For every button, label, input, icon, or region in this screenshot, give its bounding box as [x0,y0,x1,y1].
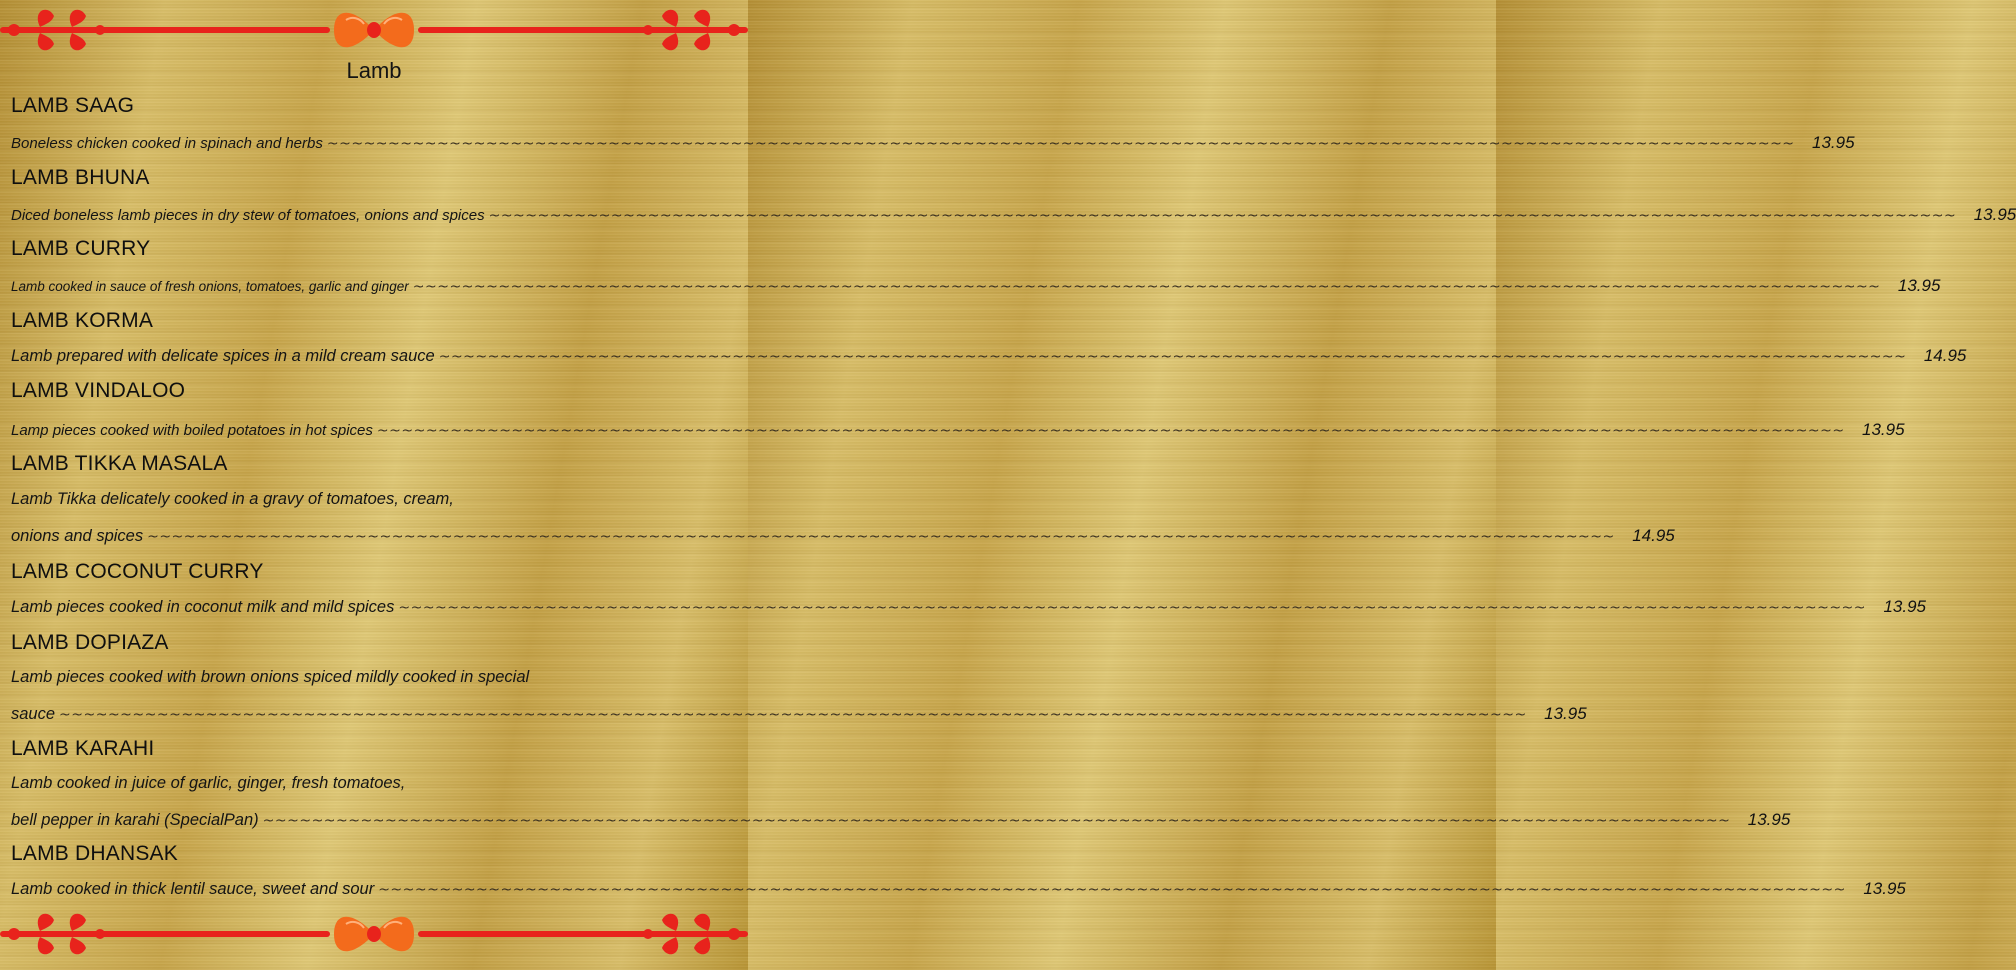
dish-price: 13.95 [1973,205,2016,224]
dish-name: LAMB KARAHI [11,737,155,760]
menu-item-row [11,420,1905,440]
dish-price: 13.95 [1862,420,1905,439]
menu-item-row [11,810,1791,830]
menu-item-description-line [11,774,738,793]
dish-description: Boneless chicken cooked in spinach and herbs [11,135,323,152]
dish-description: onions and spices [11,527,144,545]
leader-dots: ~~~~~~~~~~~~~~~~~~~~~~~~~~~~~~~~~~~~~~~~~~~~~~~~~~~~~~~~~~~~~~~~~~~~~~~~~~~~~~~~~~~~~~~~~~~~~~~~~~~~~~~~~~~~~~~~~~~~~~~~ [326,136,1795,152]
menu-item-row [11,704,1587,724]
menu-item-row [11,276,1941,296]
dish-price: 13.95 [1544,704,1587,723]
menu-item-row [11,205,2016,225]
dish-price: 13.95 [1883,597,1927,616]
menu-item-description-line [11,490,738,509]
dish-description: sauce [11,705,56,723]
leader-dots: ~~~~~~~~~~~~~~~~~~~~~~~~~~~~~~~~~~~~~~~~~~~~~~~~~~~~~~~~~~~~~~~~~~~~~~~~~~~~~~~~~~~~~~~~~~~~~~~~~~~~~~~~~~~~~~~~~~~~~~~~ [378,882,1846,898]
dish-name: LAMB TIKKA MASALA [11,452,228,475]
dish-price: 13.95 [1897,276,1941,295]
vine-right-icon [418,10,748,51]
dish-description: Lamb cooked in juice of garlic, ginger, fresh tomatoes, [11,774,406,792]
dish-name: LAMB DHANSAK [11,842,178,865]
leader-dots: ~~~~~~~~~~~~~~~~~~~~~~~~~~~~~~~~~~~~~~~~~~~~~~~~~~~~~~~~~~~~~~~~~~~~~~~~~~~~~~~~~~~~~~~~~~~~~~~~~~~~~~~~~~~~~~~~~~~~~~~~ [398,600,1867,616]
menu-item-row [11,346,1967,366]
dish-price: 14.95 [1923,346,1967,365]
dish-description: Lamb Tikka delicately cooked in a gravy of tomatoes, cream, [11,490,454,508]
menu-item-row [11,526,1675,546]
leader-dots: ~~~~~~~~~~~~~~~~~~~~~~~~~~~~~~~~~~~~~~~~~~~~~~~~~~~~~~~~~~~~~~~~~~~~~~~~~~~~~~~~~~~~~~~~~~~~~~~~~~~~~~~~~~~~~~~~~~~~~~~~ [488,208,1957,224]
section-title: Lamb [346,58,402,83]
vine-right-icon [418,914,748,955]
bow-icon [334,917,414,952]
leader-dots: ~~~~~~~~~~~~~~~~~~~~~~~~~~~~~~~~~~~~~~~~~~~~~~~~~~~~~~~~~~~~~~~~~~~~~~~~~~~~~~~~~~~~~~~~~~~~~~~~~~~~~~~~~~~~~~~~~~~~~~~~ [262,813,1731,829]
dish-price: 13.95 [1811,133,1855,152]
leader-dots: ~~~~~~~~~~~~~~~~~~~~~~~~~~~~~~~~~~~~~~~~~~~~~~~~~~~~~~~~~~~~~~~~~~~~~~~~~~~~~~~~~~~~~~~~~~~~~~~~~~~~~~~~~~~~~~~~~~~~~~~~ [438,349,1907,365]
dish-description: Lamb cooked in thick lentil sauce, sweet and sour [11,880,375,898]
dish-description: Lamb cooked in sauce of fresh onions, tomatoes, garlic and ginger [11,279,409,294]
dish-description: bell pepper in karahi (SpecialPan) [11,811,259,829]
dish-description: Diced boneless lamb pieces in dry stew of tomatoes, onions and spices [11,207,485,224]
dish-name: LAMB SAAG [11,94,135,117]
menu-item-row [11,133,1855,153]
dish-name: LAMB CURRY [11,237,151,260]
dish-description: Lamb prepared with delicate spices in a mild cream sauce [11,347,435,365]
dish-description: Lamb pieces cooked with brown onions spiced mildly cooked in special [11,668,530,686]
dish-name: LAMB KORMA [11,309,154,332]
leader-dots: ~~~~~~~~~~~~~~~~~~~~~~~~~~~~~~~~~~~~~~~~~~~~~~~~~~~~~~~~~~~~~~~~~~~~~~~~~~~~~~~~~~~~~~~~~~~~~~~~~~~~~~~~~~~~~~~~~~~~~~~~ [412,279,1881,295]
leader-dots: ~~~~~~~~~~~~~~~~~~~~~~~~~~~~~~~~~~~~~~~~~~~~~~~~~~~~~~~~~~~~~~~~~~~~~~~~~~~~~~~~~~~~~~~~~~~~~~~~~~~~~~~~~~~~~~~~~~~~~~~~ [147,529,1615,545]
top-ornament [0,0,748,64]
dish-name: LAMB BHUNA [11,166,150,189]
dish-name: LAMB COCONUT CURRY [11,560,264,583]
dish-price: 13.95 [1863,879,1906,898]
leader-dots: ~~~~~~~~~~~~~~~~~~~~~~~~~~~~~~~~~~~~~~~~~~~~~~~~~~~~~~~~~~~~~~~~~~~~~~~~~~~~~~~~~~~~~~~~~~~~~~~~~~~~~~~~~~~~~~~~~~~~~~~~ [59,707,1527,723]
vine-left-icon [0,914,330,955]
dish-description: Lamb pieces cooked in coconut milk and mild spices [11,598,395,616]
dish-price: 13.95 [1747,810,1791,829]
dish-description: Lamp pieces cooked with boiled potatoes in hot spices [11,422,373,439]
menu-item-row [11,879,1906,899]
bottom-ornament [0,904,748,968]
dish-name: LAMB VINDALOO [11,379,186,402]
dish-price: 14.95 [1632,526,1675,545]
dish-name: LAMB DOPIAZA [11,631,169,654]
vine-left-icon [0,10,330,51]
menu-item-description-line [11,668,738,687]
leader-dots: ~~~~~~~~~~~~~~~~~~~~~~~~~~~~~~~~~~~~~~~~~~~~~~~~~~~~~~~~~~~~~~~~~~~~~~~~~~~~~~~~~~~~~~~~~~~~~~~~~~~~~~~~~~~~~~~~~~~~~~~~ [376,423,1845,439]
menu-item-row [11,597,1927,617]
bow-icon [334,13,414,48]
